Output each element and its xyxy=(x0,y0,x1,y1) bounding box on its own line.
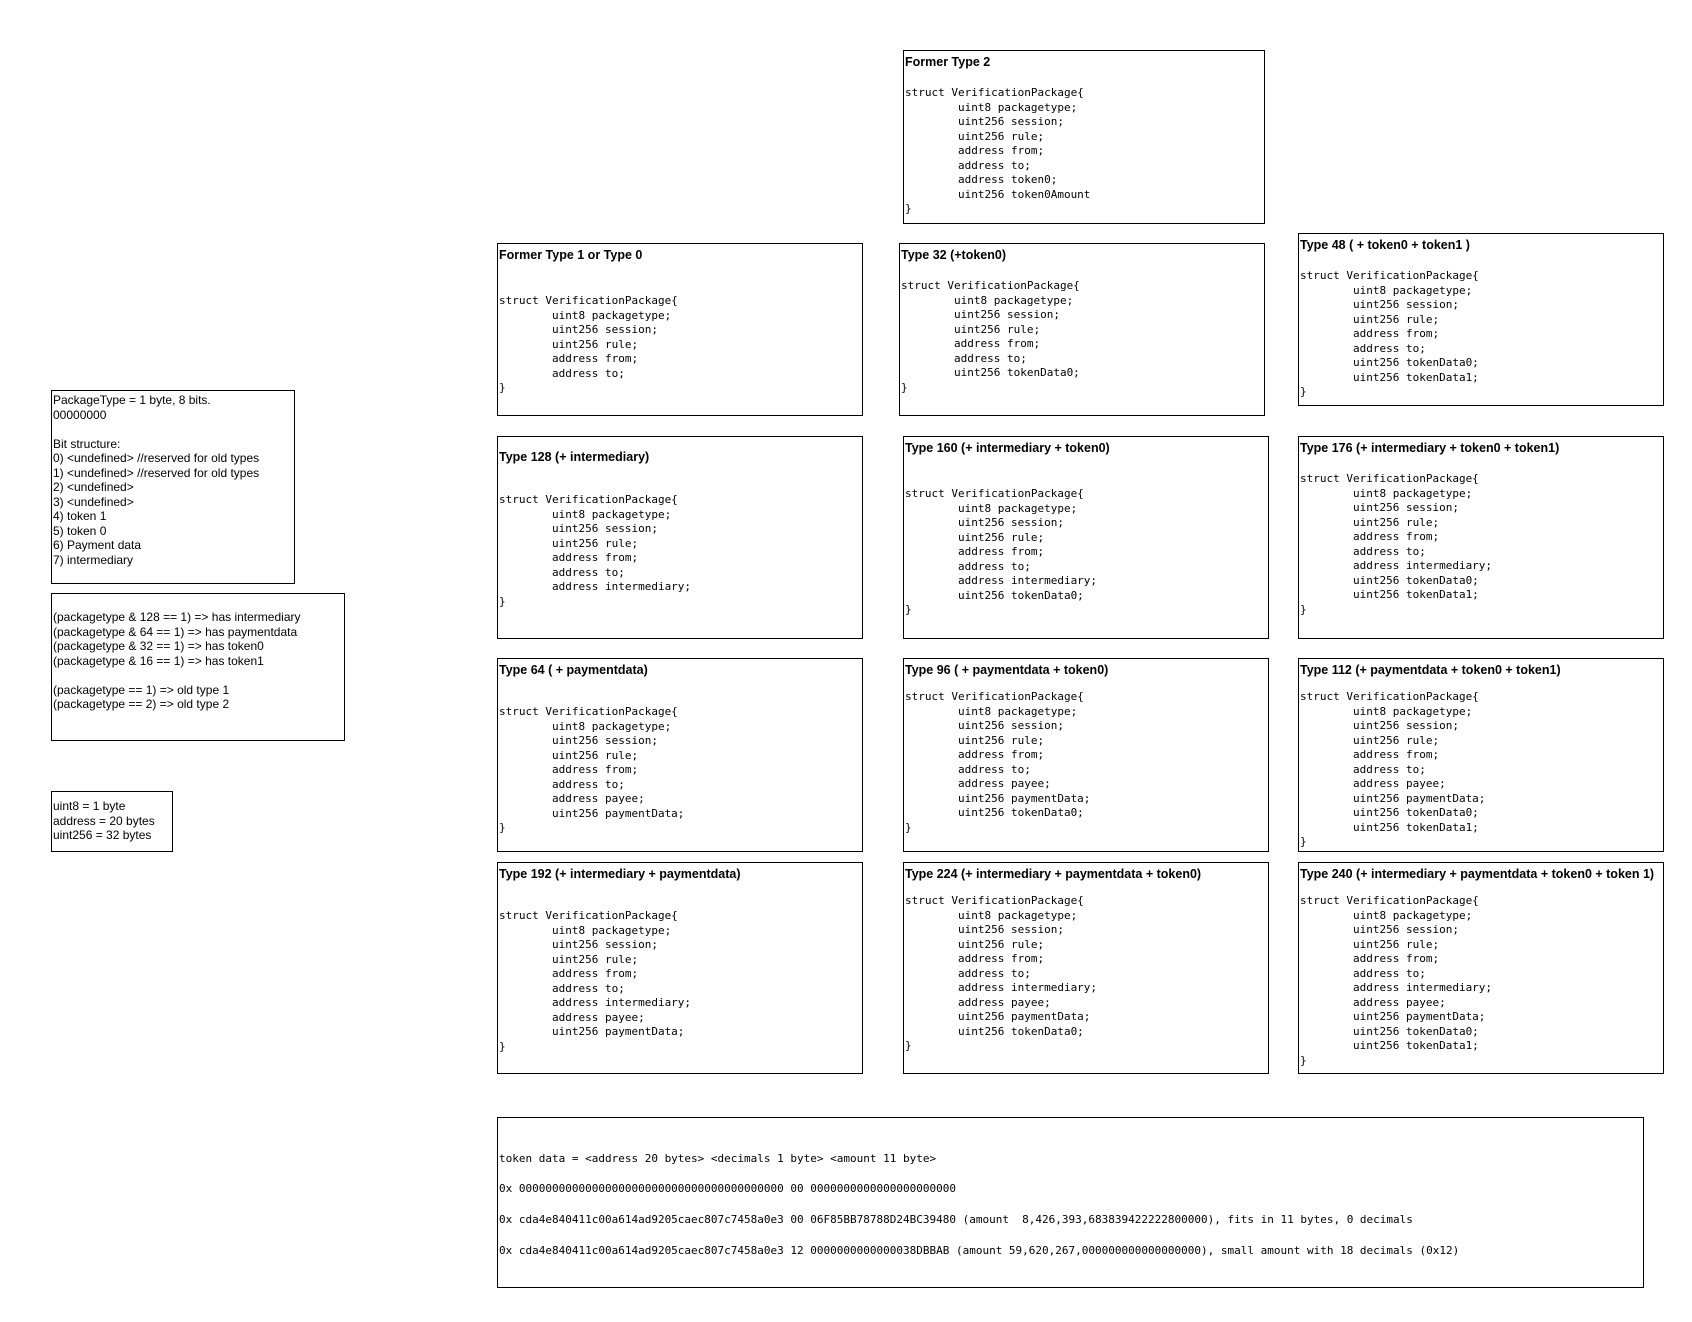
box-title: Former Type 2 xyxy=(905,55,991,69)
type-sizes-note xyxy=(51,791,173,852)
box-title: Type 224 (+ intermediary + paymentdata + token0) xyxy=(905,867,1202,881)
type-32-box xyxy=(899,243,1265,416)
box-title: Type 112 (+ paymentdata + token0 + token1) xyxy=(1300,663,1561,677)
type-224-box xyxy=(903,862,1269,1074)
struct-code: struct VerificationPackage{ uint8 packagetype; uint256 session; uint256 rule; address from; address to; address payee; uint256 paymentData; uint256 tokenData0; } xyxy=(905,690,1091,834)
struct-code: struct VerificationPackage{ uint8 packagetype; uint256 session; uint256 rule; address from; address to; address intermediary; uint256 tokenData0; uint256 tokenData1; } xyxy=(1300,472,1493,616)
former-type-2-box xyxy=(903,50,1265,224)
struct-code: struct VerificationPackage{ uint8 packagetype; uint256 session; uint256 rule; address from; address to; address intermediary; uint256 tokenData0; } xyxy=(905,487,1098,616)
struct-code: struct VerificationPackage{ uint8 packagetype; uint256 session; uint256 rule; address from; address to; address intermediary; address payee; uint256 paymentData; uint256 tokenData0; uint256 tokenData1; } xyxy=(1300,894,1493,1067)
token-data-example-1: 0x cda4e840411c00a614ad9205caec807c7458a0e3 00 06F85BB78788D24BC39480 (amount 8,426,393,683839422222800000), fits in 11 bytes, 0 decimals xyxy=(499,1213,1413,1226)
flag-checks-text: (packagetype & 128 == 1) => has intermediary (packagetype & 64 == 1) => has paymentdata (packagetype & 32 == 1) => has token0 (packagetype & 16 == 1) => has token1 (packagetype == 1) => old type 1 (packagetype == 2) => old type 2 xyxy=(53,610,301,711)
bit-structure-text: PackageType = 1 byte, 8 bits. 00000000 Bit structure: 0) <undefined> //reserved for old types 1) <undefined> //reserved for old types 2) <undefined> 3) <undefined> 4) token 1 5) token 0 6) Payment data 7) intermediary xyxy=(53,393,260,567)
struct-code: struct VerificationPackage{ uint8 packagetype; uint256 session; uint256 rule; address from; address to; address intermediary; address payee; uint256 paymentData; } xyxy=(499,909,692,1053)
token-data-zero: 0x 0000000000000000000000000000000000000000 00 0000000000000000000000 xyxy=(499,1182,956,1195)
box-title: Type 192 (+ intermediary + paymentdata) xyxy=(499,867,741,881)
type-176-box xyxy=(1298,436,1664,639)
type-128-box xyxy=(497,436,863,639)
struct-code: struct VerificationPackage{ uint8 packagetype; uint256 session; uint256 rule; address from; address to; address token0; uint256 token0Amount } xyxy=(905,86,1091,215)
struct-code: struct VerificationPackage{ uint8 packagetype; uint256 session; uint256 rule; address from; address to; address payee; uint256 paymentData; uint256 tokenData0; uint256 tokenData1; } xyxy=(1300,690,1486,848)
flag-checks-note xyxy=(51,593,345,741)
type-112-box xyxy=(1298,658,1664,852)
box-title: Type 32 (+token0) xyxy=(901,248,1007,262)
box-title: Type 64 ( + paymentdata) xyxy=(499,663,648,677)
token-data-example-2: 0x cda4e840411c00a614ad9205caec807c7458a0e3 12 0000000000000038DBBAB (amount 59,620,267,000000000000000000), small amount with 18 decimals (0x12) xyxy=(499,1244,1460,1257)
box-title: Former Type 1 or Type 0 xyxy=(499,248,643,262)
struct-code: struct VerificationPackage{ uint8 packagetype; uint256 session; uint256 rule; address from; address to; uint256 tokenData0; uint256 tokenData1; } xyxy=(1300,269,1479,398)
token-data-format: token data = <address 20 bytes> <decimals 1 byte> <amount 11 byte> xyxy=(499,1152,937,1165)
struct-code: struct VerificationPackage{ uint8 packagetype; uint256 session; uint256 rule; address from; address to; address intermediary; } xyxy=(499,493,692,608)
box-title: Type 176 (+ intermediary + token0 + token1) xyxy=(1300,441,1560,455)
box-title: Type 128 (+ intermediary) xyxy=(499,450,650,464)
box-title: Type 96 ( + paymentdata + token0) xyxy=(905,663,1109,677)
box-title: Type 48 ( + token0 + token1 ) xyxy=(1300,238,1470,252)
struct-code: struct VerificationPackage{ uint8 packagetype; uint256 session; uint256 rule; address from; address to; address payee; uint256 paymentData; } xyxy=(499,705,685,834)
type-160-box xyxy=(903,436,1269,639)
box-title: Type 240 (+ intermediary + paymentdata + token0 + token 1) xyxy=(1300,867,1655,881)
token-data-box xyxy=(497,1117,1644,1288)
type-192-box xyxy=(497,862,863,1074)
box-title: Type 160 (+ intermediary + token0) xyxy=(905,441,1110,455)
bit-structure-note xyxy=(51,390,295,584)
type-sizes-text: uint8 = 1 byte address = 20 bytes uint256 = 32 bytes xyxy=(53,799,155,842)
type-96-box xyxy=(903,658,1269,852)
struct-code: struct VerificationPackage{ uint8 packagetype; uint256 session; uint256 rule; address from; address to; address intermediary; address payee; uint256 paymentData; uint256 tokenData0; } xyxy=(905,894,1098,1052)
former-type-1-box xyxy=(497,243,863,416)
type-48-box xyxy=(1298,233,1664,406)
type-64-box xyxy=(497,658,863,852)
struct-code: struct VerificationPackage{ uint8 packagetype; uint256 session; uint256 rule; address from; address to; uint256 tokenData0; } xyxy=(901,279,1080,394)
type-240-box xyxy=(1298,862,1664,1074)
struct-code: struct VerificationPackage{ uint8 packagetype; uint256 session; uint256 rule; address from; address to; } xyxy=(499,294,678,394)
